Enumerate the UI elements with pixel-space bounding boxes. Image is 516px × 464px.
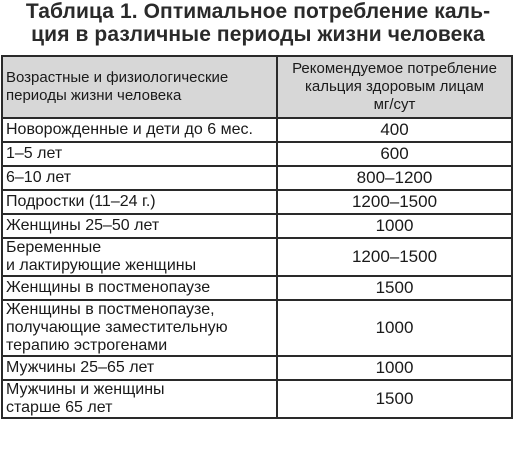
header-recommended-intake <box>277 56 512 118</box>
period-cell-line: и лактирующие женщины <box>6 257 197 274</box>
table-row <box>2 300 512 356</box>
value-cell: 1000 <box>277 214 512 238</box>
period-cell-line: 6–10 лет <box>6 169 72 186</box>
period-cell-line: Новорожденные и дети до 6 мес. <box>6 121 253 138</box>
header-recommended-intake-line: мг/сут <box>373 96 416 113</box>
table-title-line-1: Таблица 1. Оптимальное потребление каль- <box>25 0 491 23</box>
table-row <box>2 380 512 418</box>
period-cell-line: получающие заместительную <box>6 319 228 336</box>
period-cell-line: Женщины в постменопаузе, <box>6 301 215 318</box>
header-age-period <box>2 56 277 118</box>
header-recommended-intake-line: кальция здоровым лицам <box>305 78 484 95</box>
header-age-period-line: Возрастные и физиологические <box>6 69 229 86</box>
table-row <box>2 166 512 190</box>
period-cell-line: 1–5 лет <box>6 145 63 162</box>
value-cell: 800–1200 <box>277 166 512 190</box>
header-recommended-intake-line: Рекомендуемое потребление <box>292 60 497 77</box>
period-cell <box>2 118 277 142</box>
table-row <box>2 356 512 380</box>
period-cell <box>2 190 277 214</box>
value-cell: 400 <box>277 118 512 142</box>
period-cell <box>2 300 277 356</box>
table-row <box>2 190 512 214</box>
period-cell <box>2 166 277 190</box>
table-header-row <box>2 56 512 118</box>
period-cell-line: Подростки (11–24 г.) <box>6 193 156 210</box>
value-cell: 1500 <box>277 380 512 418</box>
period-cell <box>2 142 277 166</box>
value-cell: 1000 <box>277 300 512 356</box>
value-cell: 1500 <box>277 276 512 300</box>
period-cell <box>2 238 277 276</box>
value-cell: 1200–1500 <box>277 190 512 214</box>
header-age-period-line: периоды жизни человека <box>6 87 182 104</box>
period-cell-line: Беременные <box>6 239 102 256</box>
period-cell <box>2 356 277 380</box>
table-row <box>2 238 512 276</box>
table-row <box>2 214 512 238</box>
table-title <box>0 0 516 46</box>
period-cell-line: Женщины 25–50 лет <box>6 217 160 234</box>
period-cell-line: Мужчины и женщины <box>6 381 165 398</box>
value-cell: 1200–1500 <box>277 238 512 276</box>
table-row <box>2 276 512 300</box>
period-cell-line: Женщины в постменопаузе <box>6 279 211 296</box>
table-row <box>2 142 512 166</box>
table-title-line-2: ция в различные периоды жизни человека <box>31 23 485 46</box>
period-cell <box>2 276 277 300</box>
table-row <box>2 118 512 142</box>
value-cell: 1000 <box>277 356 512 380</box>
period-cell <box>2 214 277 238</box>
value-cell: 600 <box>277 142 512 166</box>
calcium-intake-table <box>1 55 513 419</box>
period-cell-line: Мужчины 25–65 лет <box>6 359 155 376</box>
period-cell-line: терапию эстрогенами <box>6 337 168 354</box>
period-cell-line: старше 65 лет <box>6 399 113 416</box>
period-cell <box>2 380 277 418</box>
